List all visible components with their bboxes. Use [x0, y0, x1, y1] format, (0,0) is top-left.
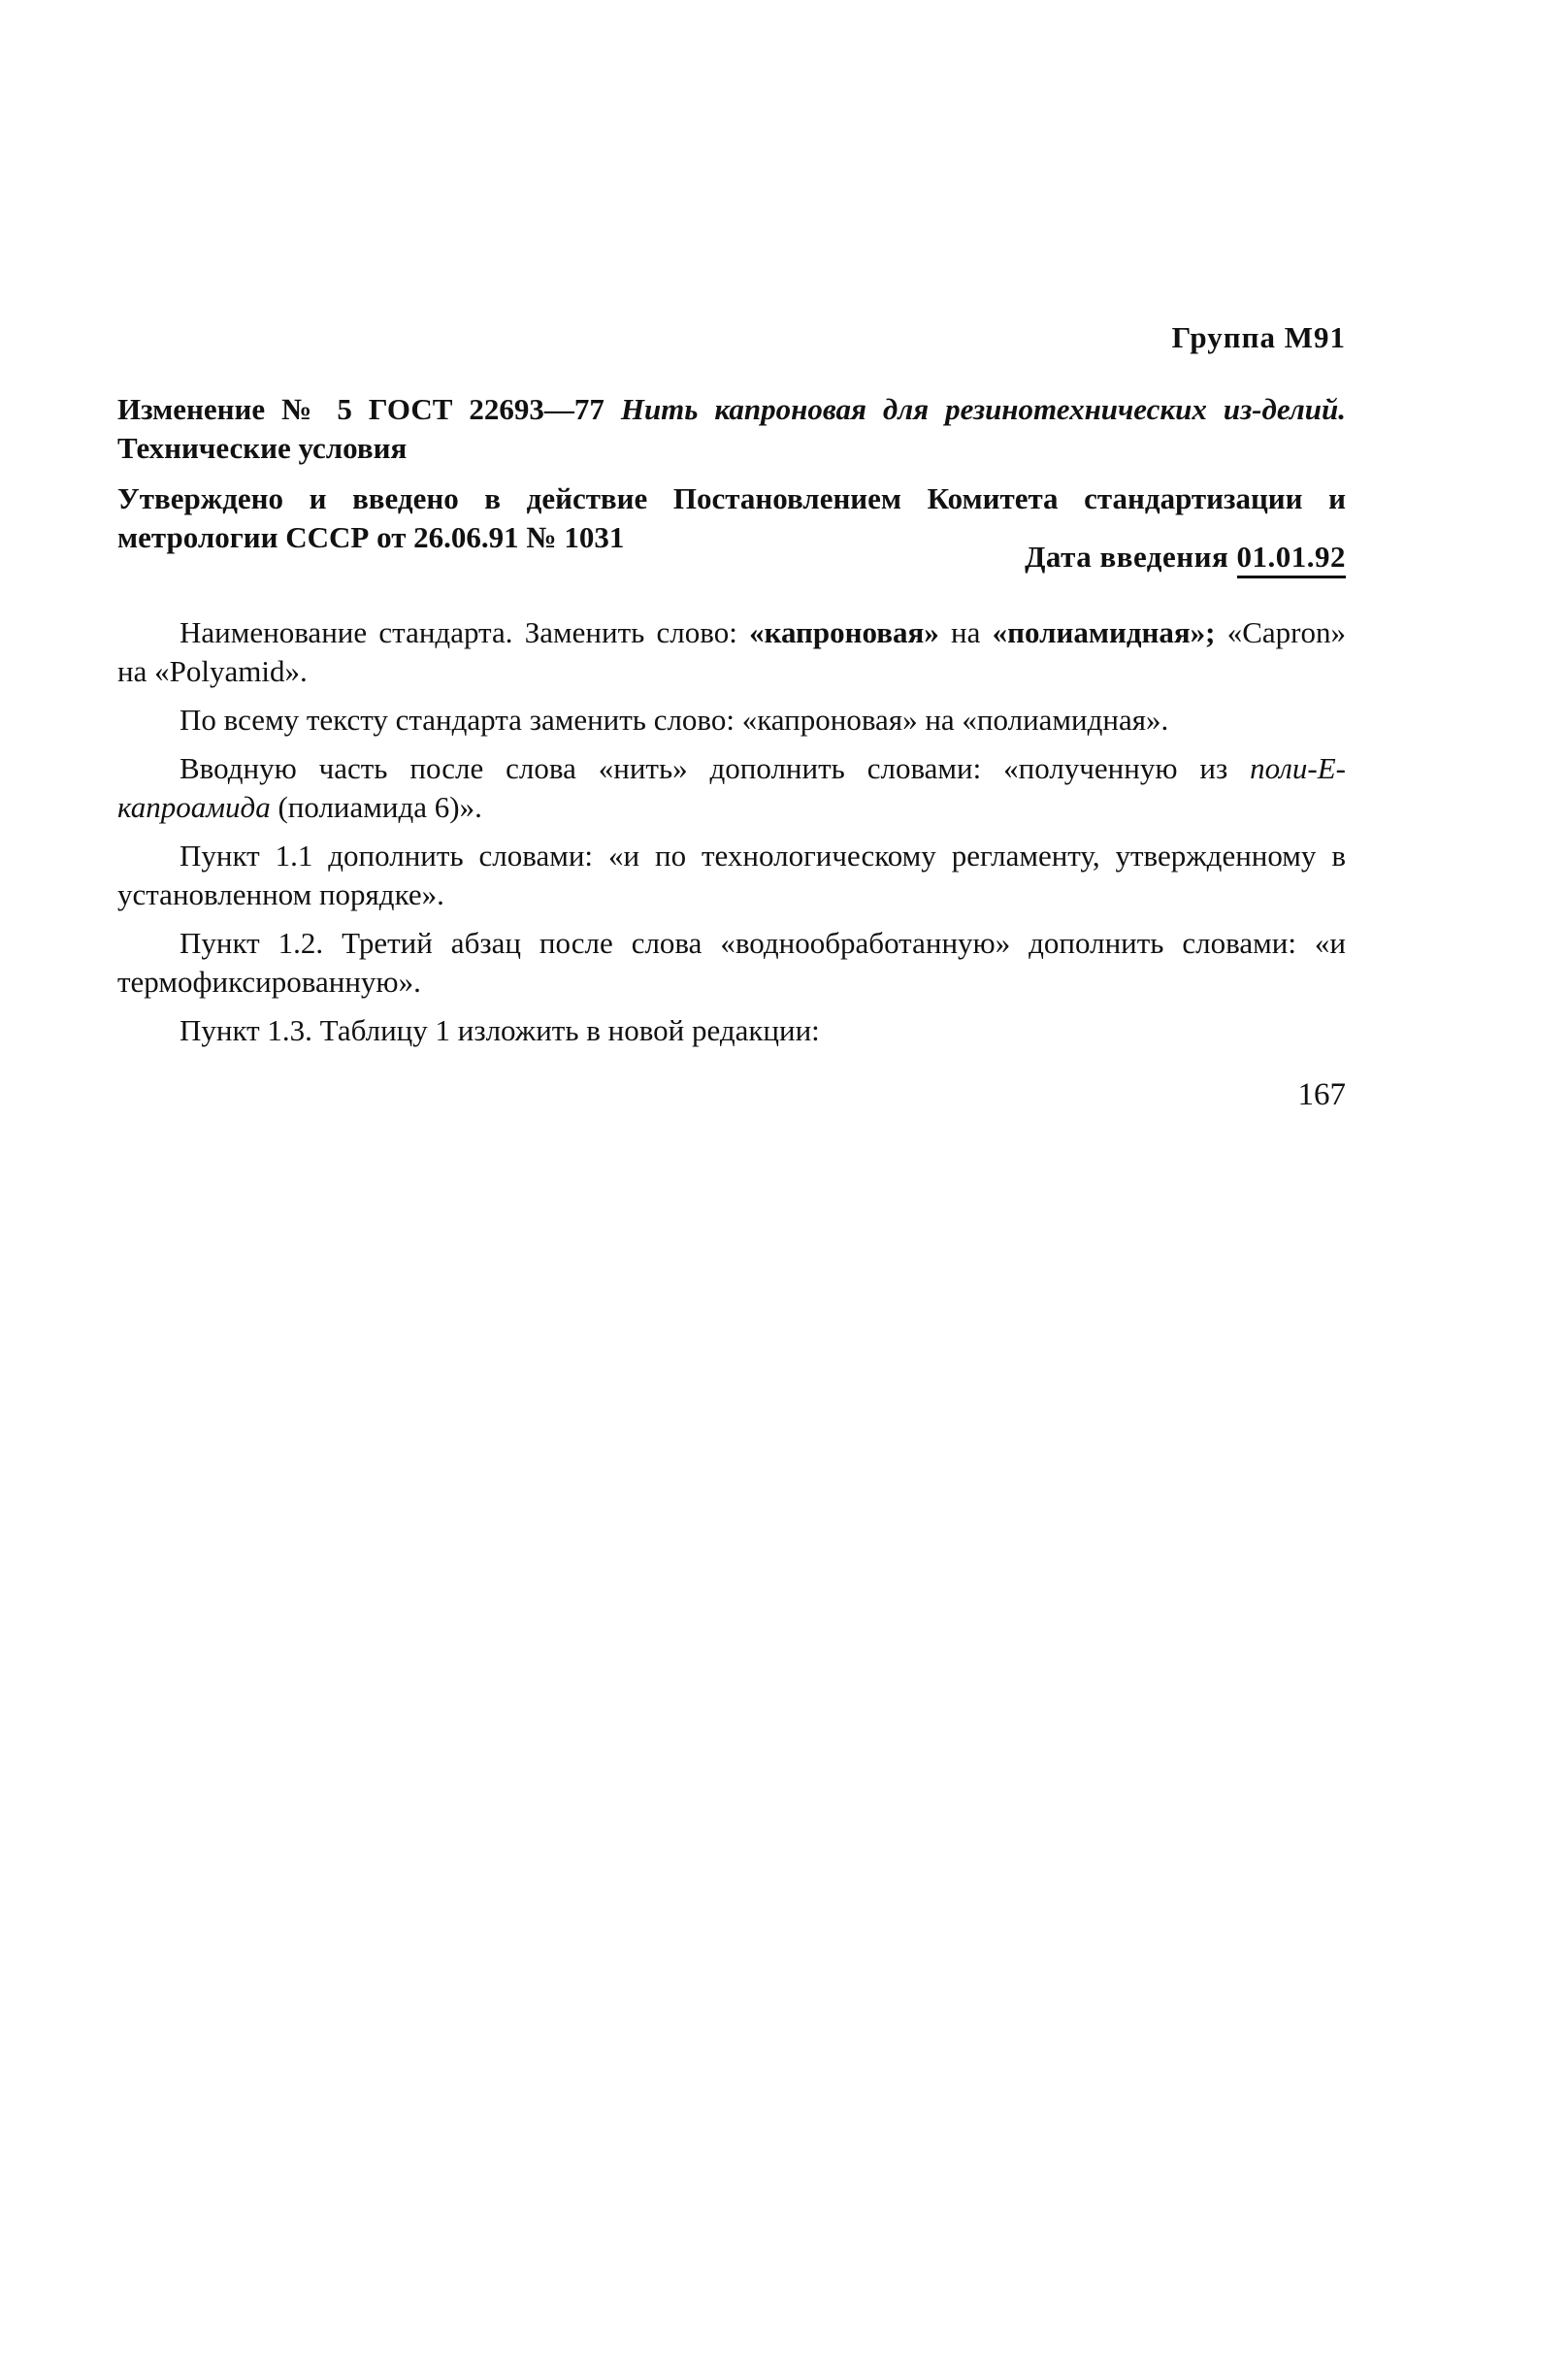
paragraph-text-bold: «капроновая»	[749, 615, 939, 649]
paragraph-text: Наименование стандарта. Заменить слово:	[180, 615, 750, 649]
group-label: Группа М91	[1171, 320, 1346, 354]
standard-name-italic: Нить капроновая для резинотехнических из-делий.	[620, 392, 1346, 426]
paragraph-text-replace: По всему тексту стандарта заменить слово: «капроновая» на «полиамидная».	[180, 703, 1169, 737]
paragraph-text: на	[938, 615, 993, 649]
introduction-date	[1025, 540, 1346, 575]
paragraph-text: Вводную часть после слова «нить» дополнить словами: «полученную из	[180, 751, 1251, 785]
paragraph-introduction	[117, 749, 1346, 827]
paragraph-text: (полиамида 6)».	[270, 790, 482, 824]
change-title	[117, 390, 1346, 468]
change-prefix: Изменение № 5 ГОСТ 22693—77	[117, 392, 604, 426]
paragraph-text-italic: поли-Е-капроамида	[117, 751, 1346, 824]
paragraph-name-change	[117, 613, 1346, 691]
paragraph-item-1-2: Пункт 1.2. Третий абзац после слова «воднообработанную» дополнить словами: «и термофиксированную».	[117, 926, 1346, 999]
paragraph-text: «Capron» на «Polyamid».	[117, 615, 1346, 688]
approval-statement: Утверждено и введено в действие Постановлением Комитета стандартизации и метрологии СССР от 26.06.91 № 1031	[117, 481, 1346, 554]
introduction-date-label: Дата введения	[1025, 540, 1229, 574]
paragraph-text-bold: «полиамидная»;	[992, 615, 1216, 649]
introduction-date-value: 01.01.92	[1237, 540, 1347, 578]
paragraph-item-1-3: Пункт 1.3. Таблицу 1 изложить в новой редакции:	[180, 1013, 820, 1047]
paragraph-item-1-1: Пункт 1.1 дополнить словами: «и по технологическому регламенту, утвержденному в установленном порядке».	[117, 839, 1346, 911]
amendment-body	[117, 613, 1346, 1060]
standard-name-rest: Технические условия	[117, 431, 408, 465]
page-number: 167	[1297, 1077, 1346, 1112]
